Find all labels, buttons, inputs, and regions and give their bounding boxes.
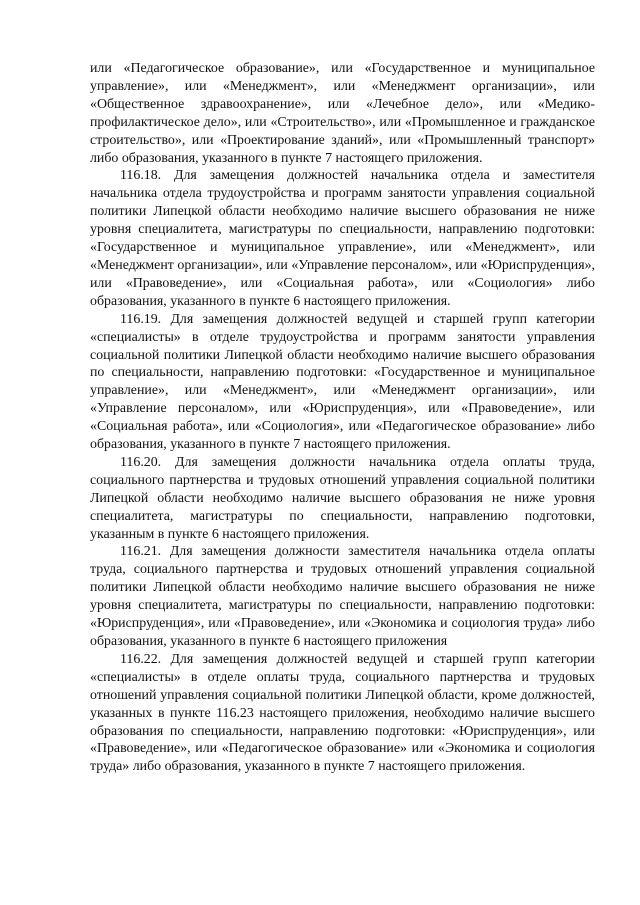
paragraph-116-18: 116.18. Для замещения должностей начальника отдела и заместителя начальника отдела трудоустройства и программ занятости управления социальной политики Липецкой области необходимо наличие высшего образования не ниже уровня специалитета, магистратуры по специальности, направлению подготовки: «Государственное и муниципальное управление», или «Менеджмент», или «Менеджмент организации», или «Управление персоналом», или «Юриспруденция», или «Правоведение», или «Социальная работа», или «Социология» либо образования, указанного в пункте 6 настоящего приложения. [90, 168, 595, 309]
paragraph-continued: или «Педагогическое образование», или «Государственное и муниципальное управление», или «Менеджмент», или «Менеджмент организации», или «Общественное здравоохранение», или «Лечебное дело», или «Медико-профилактическое дело», или «Строительство», или «Промышленное и гражданское строительство», или «Проектирование зданий», или «Промышленный транспорт» либо образования, указанного в пункте 7 настоящего приложения. [90, 61, 595, 166]
paragraph-116-20: 116.20. Для замещения должности начальника отдела оплаты труда, социального партнерства и трудовых отношений управления социальной политики Липецкой области необходимо наличие высшего образования не ниже уровня специалитета, магистратуры по специальности, направлению подготовки, указанным в пункте 6 настоящего приложения. [90, 454, 595, 542]
paragraph-116-21: 116.21. Для замещения должности заместителя начальника отдела оплаты труда, социального партнерства и трудовых отношений управления социальной политики Липецкой области необходимо наличие высшего образования не ниже уровня специалитета, магистратуры по специальности, направлению подготовки: «Юриспруденция», или «Правоведение», или «Экономика и социология труда» либо образования, указанного в пункте 6 настоящего приложения [90, 544, 595, 649]
paragraph-116-22: 116.22. Для замещения должностей ведущей и старшей групп категории «специалисты» в отделе оплаты труда, социального партнерства и трудовых отношений управления социальной политики Липецкой области, кроме должностей, указанных в пункте 116.23 настоящего приложения, необходимо наличие высшего образования по специальности, направлению подготовки: «Юриспруденция», или «Правоведение», или «Педагогическое образование» или «Экономика и социология труда» либо образования, указанного в пункте 7 настоящего приложения. [90, 651, 595, 775]
paragraph-116-19: 116.19. Для замещения должностей ведущей и старшей групп категории «специалисты» в отделе трудоустройства и программ занятости управления социальной политики Липецкой области необходимо наличие высшего образования по специальности, направлению подготовки: «Государственное и муниципальное управление», или «Менеджмент», или «Менеджмент организации», или «Управление персоналом», или «Юриспруденция», или «Правоведение», или «Социальная работа», или «Социология», или «Педагогическое образование» либо образования, указанного в пункте 7 настоящего приложения. [90, 311, 595, 453]
